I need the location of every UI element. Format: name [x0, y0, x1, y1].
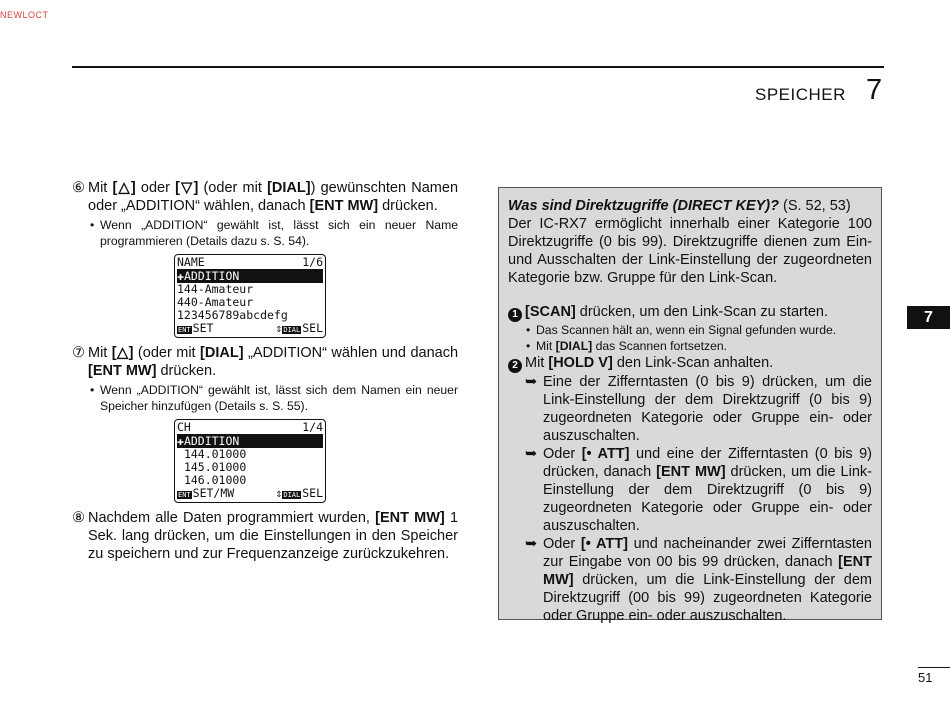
text: drücken. — [378, 198, 438, 214]
chapter-number: 7 — [866, 74, 883, 106]
lcd-counter: 1/6 — [302, 255, 323, 269]
lcd-display-channel — [174, 419, 326, 503]
instructions-column — [72, 179, 458, 563]
text: „ADDITION“ wählen und danach — [243, 345, 459, 361]
text: das Scannen fortsetzen. — [592, 339, 728, 353]
text: 1 Sek. lang drücken, um die Einstellungen in den Speicher zu speichern und zur Frequenzanzeige zurückzukehren. — [88, 510, 459, 562]
up-key: [△] — [112, 180, 136, 196]
ent-mw-key: [ENT MW] — [543, 554, 872, 588]
plus-icon: ✚ — [177, 269, 184, 283]
box-note: • Das Scannen hält an, wenn ein Signal gefunden wurde. — [526, 323, 837, 337]
lcd-line: 145.01000 — [183, 460, 247, 474]
text: Mit — [536, 339, 556, 353]
step-6 — [72, 179, 458, 215]
lcd-line: 146.01000 — [183, 473, 247, 487]
updown-arrow-icon: ⇕ — [275, 321, 283, 335]
arrow-item — [508, 373, 872, 445]
ent-mw-key: [ENT MW] — [375, 510, 445, 526]
lcd-selected-item: ADDITION — [183, 434, 240, 448]
lcd-line: 440-Amateur — [177, 295, 254, 309]
text: oder — [135, 180, 176, 196]
step-number: ⑧ — [72, 510, 85, 526]
att-key: [• ATT] — [581, 446, 630, 462]
text: ) gewünschten Namen oder „ADDITION“ wählen, danach — [88, 180, 459, 214]
text: Nachdem alle Daten programmiert wurden, — [88, 510, 376, 526]
note-text: Wenn „ADDITION“ gewählt ist, lässt sich ein neuer Name programmieren (Details dazu s. S. 54). — [100, 218, 458, 248]
page-number: 51 — [918, 670, 933, 685]
text: und nacheinander zwei Zifferntasten zur Eingabe von 00 bis 99 drücken, danach — [543, 536, 873, 570]
step-8 — [72, 509, 458, 563]
lcd-display-name — [174, 254, 326, 338]
arrow-item — [508, 445, 872, 535]
section-title: SPEICHER — [755, 85, 846, 104]
arrow-icon: ➥ — [525, 536, 538, 552]
step-6-note: • Wenn „ADDITION“ gewählt ist, lässt sich ein neuer Name programmieren (Details dazu s. S. 54). — [90, 218, 458, 248]
text: Mit — [88, 180, 113, 196]
corner-mark: NEWLOCT — [0, 10, 49, 20]
note-text: Wenn „ADDITION“ gewählt ist, lässt sich dem Namen ein neuer Speicher hinzufügen (Details s. S. 55). — [100, 383, 458, 413]
lcd-foot-label: SEL — [302, 486, 323, 500]
text: Mit — [525, 355, 549, 371]
text: drücken, um die Link-Einstellung der dem Direktzugriff (0 bis 9) zugeordneten Kategorie oder Gruppe ein- oder auszuschalten. — [543, 464, 872, 534]
att-key: [• ATT] — [580, 536, 628, 552]
dial-key: [DIAL] — [200, 345, 244, 361]
dial-key: [DIAL] — [267, 180, 311, 196]
step-2-badge-icon: 2 — [508, 359, 522, 373]
lcd-foot-label: SET — [192, 321, 214, 335]
chapter-tab: 7 — [907, 306, 950, 329]
lcd-counter: 1/4 — [302, 420, 323, 434]
dial-key: [DIAL] — [555, 339, 593, 353]
arrow-icon: ➥ — [525, 374, 538, 390]
arrow-icon: ➥ — [525, 446, 538, 462]
text: Eine der Zifferntasten (0 bis 9) drücken, um die Link-Einstellung der dem Direktzugriff (0 bis 9) zugeordneten Kategorie oder Gruppe ein- oder auszuschalten. — [543, 374, 872, 444]
lcd-foot-label: SET/MW — [192, 486, 235, 500]
step-number: ⑥ — [72, 180, 85, 196]
step-number: ⑦ — [72, 345, 85, 361]
ent-mw-key: [ENT MW] — [656, 464, 726, 480]
box-title: Was sind Direktzugriffe (DIRECT KEY)? — [508, 198, 779, 214]
text: (oder mit — [198, 180, 268, 196]
scan-key: [SCAN] — [525, 304, 576, 320]
hold-key: [HOLD V] — [548, 355, 613, 371]
text: drücken. — [156, 363, 217, 379]
dial-key-icon: DIAL — [283, 326, 301, 334]
header-rule — [72, 66, 884, 68]
up-key: [△] — [111, 345, 134, 361]
ent-mw-key: [ENT MW] — [309, 198, 379, 214]
lcd-header: CH — [177, 420, 191, 434]
ent-key-icon: ENT — [178, 326, 191, 334]
lcd-line: 144.01000 — [183, 447, 247, 461]
text: und eine der Zifferntasten (0 bis 9) drücken, danach — [543, 446, 873, 480]
box-intro: Der IC-RX7 ermöglicht innerhalb einer Kategorie 100 Direktzugriffe (0 bis 99). Direktzugriffe dienen zum Ein- und Ausschalten der Link-Einstellung der zugeordneten Kategorie bzw. Gruppe für den Link-Scan. — [508, 216, 872, 286]
step-7 — [72, 344, 458, 380]
info-box-direct-key — [498, 187, 882, 624]
text: (oder mit — [133, 345, 201, 361]
footer-rule — [918, 667, 950, 668]
text: Oder — [543, 536, 581, 552]
ent-key-icon: ENT — [178, 491, 191, 499]
lcd-selected-item: ADDITION — [183, 269, 240, 283]
text: Oder — [543, 446, 582, 462]
note-text: Das Scannen hält an, wenn ein Signal gefunden wurde. — [536, 323, 837, 337]
text: Mit — [88, 345, 112, 361]
step-1-badge-icon: 1 — [508, 308, 522, 322]
dial-key-icon: DIAL — [283, 491, 301, 499]
text: den Link-Scan anhalten. — [612, 355, 774, 371]
lcd-line: 123456789abcdefg — [177, 308, 288, 322]
down-key: [▽] — [175, 180, 199, 196]
text: drücken, um den Link-Scan zu starten. — [575, 304, 829, 320]
lcd-line: 144-Amateur — [177, 282, 254, 296]
ent-mw-key: [ENT MW] — [88, 363, 157, 379]
arrow-item — [508, 535, 872, 625]
lcd-header: NAME — [177, 255, 205, 269]
updown-arrow-icon: ⇕ — [275, 486, 283, 500]
box-title-ref: (S. 52, 53) — [778, 198, 851, 214]
step-7-note: • Wenn „ADDITION“ gewählt ist, lässt sich dem Namen ein neuer Speicher hinzufügen (Details s. S. 55). — [90, 383, 458, 413]
lcd-foot-label: SEL — [302, 321, 323, 335]
text: drücken, um die Link-Einstellung der dem Direktzugriff (00 bis 99) zugeordneten Kategorie oder Gruppe ein- oder auszuschalten. — [543, 572, 872, 624]
box-note: • Mit [DIAL] das Scannen fortsetzen. — [526, 339, 728, 353]
plus-icon: ✚ — [177, 434, 184, 448]
